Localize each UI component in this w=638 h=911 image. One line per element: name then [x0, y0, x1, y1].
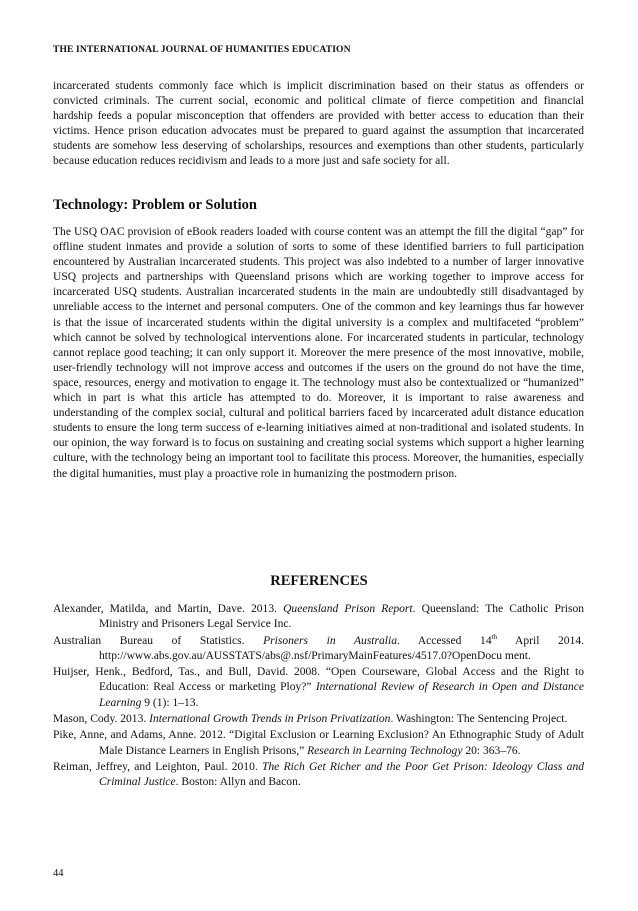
- reference-text: . Accessed 14: [396, 634, 492, 647]
- reference-title: International Growth Trends in Prison Privatization: [149, 713, 391, 726]
- reference-text: . Boston: Allyn and Bacon.: [175, 776, 301, 789]
- reference-text: Reiman, Jeffrey, and Leighton, Paul. 2010.: [53, 760, 262, 773]
- reference-title: International Review of Research in Open and Distance Learning: [99, 681, 584, 709]
- running-head: THE INTERNATIONAL JOURNAL OF HUMANITIES EDUCATION: [53, 44, 351, 55]
- reference-entry: [53, 760, 584, 791]
- references-list: [53, 602, 584, 792]
- reference-text: Mason, Cody. 2013.: [53, 713, 150, 726]
- reference-title: The Rich Get Richer and the Poor Get Prison: Ideology Class and Criminal Justice: [99, 760, 584, 789]
- reference-text: . Washington: The Sentencing Project.: [390, 713, 568, 726]
- reference-entry: [53, 728, 584, 759]
- section-heading: Technology: Problem or Solution: [53, 197, 257, 213]
- reference-entry: [53, 602, 584, 633]
- reference-text: Alexander, Matilda, and Martin, Dave. 2013.: [53, 603, 284, 615]
- reference-text: Australian Bureau of Statistics.: [53, 634, 264, 647]
- reference-text: 9 (1): 1–13.: [141, 696, 199, 709]
- body-paragraph-1: incarcerated students commonly face which is implicit discrimination based on their status as offenders or convicted criminals. The current social, economic and political climate of fierce competition and financial hardship feeds a popular misconception that offenders are provided with better access to education than their victims. Hence prison education advocates must be prepared to guard against the assumption that incarcerated students are somehow less deserving of scholarships, resources and exemptions than other students, particularly because education reduces recidivism and leads to a more just and safe society for all.: [53, 80, 584, 168]
- reference-text: Huijser, Henk., Bedford, Tas., and Bull, David. 2008. “Open Courseware, Global Access and the Right to Education: Real Access or marketing Ploy?”: [53, 666, 584, 694]
- reference-text: . Queensland: The Catholic Prison Ministry and Prisoners Legal Service Inc.: [99, 603, 584, 631]
- reference-title: Prisoners in Australia: [263, 634, 397, 647]
- reference-title: Queensland Prison Report: [283, 603, 413, 615]
- reference-superscript: th: [491, 632, 498, 641]
- references-heading: REFERENCES: [270, 573, 368, 589]
- reference-entry: [53, 712, 584, 727]
- page-number: 44: [53, 868, 64, 879]
- reference-text: April 2014. http://www.abs.gov.au/AUSSTATS/abs@.nsf/PrimaryMainFeatures/4517.0?OpenDocu ment.: [99, 634, 584, 662]
- reference-entry: [53, 665, 584, 711]
- reference-text: 20: 363–76.: [462, 744, 521, 757]
- reference-title: Research in Learning Technology: [307, 744, 463, 757]
- reference-text: Pike, Anne, and Adams, Anne. 2012. “Digital Exclusion or Learning Exclusion? An Ethnographic Study of Adult Male Distance Learners in English Prisons,”: [53, 729, 584, 757]
- body-paragraph-2: The USQ OAC provision of eBook readers loaded with course content was an attempt the fill the digital “gap” for offline student inmates and provide a solution of sorts to some of these identified barriers to full participation encountered by Australian incarcerated students. This project was also indebted to a number of larger innovative USQ projects and partnerships with Queensland prisons which are working together to improve access for incarcerated USQ students. Australian incarcerated students in the main are undoubtedly still disadvantaged by unreliable access to the internet and personal computers. One of the common and key learnings thus far however is that the issue of incarcerated students within the digital university is a complex and multifaceted “problem” which cannot be solved by technological interventions alone. For incarcerated students in particular, technology cannot replace good teaching; it can only support it. Moreover the mere presence of the most innovative, mobile, user-friendly technology will not improve access and outcomes if the users on the ground do not have the time, space, resources, energy and motivation to engage it. The technology must also be contextualized or “humanized” which in part is what this article has attempted to do. Moreover, it is important to raise awareness and understanding of the complex social, cultural and political barriers faced by incarcerated adult distance education students to ensure the long term success of e-learning initiatives aimed at non-traditional and isolated students. In our opinion, the way forward is to focus on sustaining and creating social systems which support a higher learning culture, with the technology being an important tool to facilitate this process. Moreover, the humanities, especially the digital humanities, must play a proactive role in humanizing the postmodern prison.: [53, 226, 584, 480]
- reference-entry: [53, 634, 584, 665]
